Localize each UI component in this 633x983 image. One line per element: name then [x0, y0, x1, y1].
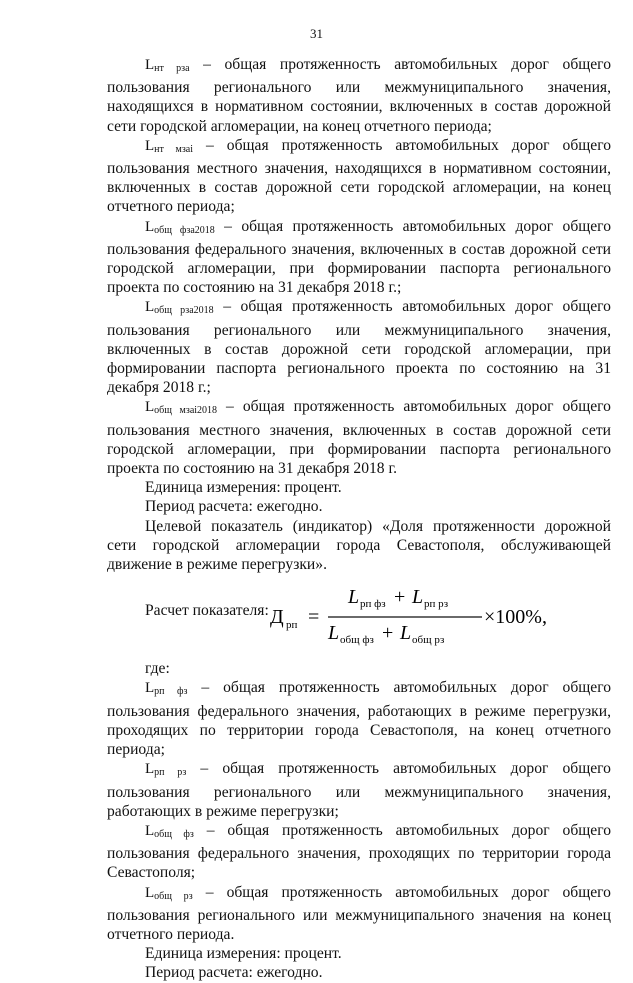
period-line: Период расчета: ежегодно. [145, 964, 323, 982]
formula-num-sub-1: рп фз [360, 598, 386, 611]
formula-den-var-2: L [400, 622, 412, 645]
formula-den-sub-1: общ фз [340, 634, 374, 647]
formula-num-plus: + [394, 586, 406, 609]
symbol: $L_{рп фз}$ [145, 680, 188, 698]
formula-label: Расчет показателя: [145, 602, 269, 620]
formula-den-sub-2: общ рз [412, 634, 445, 647]
unit-line: Единица измерения: процент. [145, 945, 342, 963]
indicator-paragraph: Целевой показатель (индикатор) «Доля протяженности дорожной сети городской агломерации города Севастополя, обслуживающей движение в режиме перегрузки». [107, 517, 611, 574]
formula-multiplier: ×100%, [484, 606, 547, 629]
formula-equation [270, 579, 610, 653]
unit-line: Единица измерения: процент. [145, 479, 342, 497]
definition-paragraph: $L_{нт мзаi}$ – общая протяженность автомобильных дорог общего пользования местного значения, находящихся в нормативном состоянии, включенных в состав дорожной сети городской агломерации, на конец отчетного периода; [107, 136, 611, 216]
formula-num-var-2: L [412, 586, 424, 609]
definitions-block-1 [107, 55, 611, 478]
formula-den-plus: + [382, 622, 394, 645]
definition-paragraph: $L_{рп фз}$ – общая протяженность автомобильных дорог общего пользования федерального значения, работающих в режиме перегрузки, проходящих по территории города Севастополя, на конец отчетного периода; [107, 679, 611, 759]
formula-num-var-1: L [348, 586, 360, 609]
definition-paragraph: $L_{нт рза}$ – общая протяженность автомобильных дорог общего пользования регионального или межмуниципального значения, находящихся в нормативном состоянии, включенных в состав дорожной сети городской агломерации, на конец отчетного периода; [107, 56, 611, 135]
symbol: $L_{общ рза2018}$ [145, 299, 214, 317]
formula-den-var-1: L [328, 622, 340, 645]
symbol: $L_{общ мзаi2018}$ [145, 399, 218, 417]
symbol: $L_{рп рз}$ [145, 761, 187, 779]
definition-paragraph: $L_{общ рз}$ – общая протяженность автомобильных дорог общего пользования регионального или межмуниципального значения на конец отчетного периода. [107, 883, 611, 943]
period-line: Период расчета: ежегодно. [145, 498, 323, 516]
document-body [107, 55, 611, 983]
symbol: $L_{нт мзаi}$ [145, 137, 193, 155]
symbol: $L_{общ фза2018}$ [145, 218, 215, 236]
definition-paragraph: $L_{общ фз}$ – общая протяженность автомобильных дорог общего пользования федерального значения, проходящих по территории города Севастополя; [107, 821, 611, 882]
formula-equals: = [308, 606, 320, 629]
definition-paragraph: $L_{общ мзаi2018}$ – общая протяженность автомобильных дорог общего пользования местного значения, включенных в состав дорожной сети городской агломерации, при формировании паспорта регионального проекта по состоянию на 31 декабря 2018 г. [107, 398, 611, 478]
definitions-block-2 [107, 678, 611, 944]
symbol: $L_{общ фз}$ [145, 822, 194, 840]
definition-paragraph: $L_{общ фза2018}$ – общая протяженность автомобильных дорог общего пользования федерального значения, включенных в состав дорожной сети городской агломерации, при формировании паспорта регионального проекта по состоянию на 31 декабря 2018 г.; [107, 217, 611, 297]
formula-num-sub-2: рп рз [424, 598, 449, 611]
definition-paragraph: $L_{общ рза2018}$ – общая протяженность автомобильных дорог общего пользования регионального или межмуниципального значения, включенных в состав дорожной сети городской агломерации, при формировании паспорта регионального проекта по состоянию на 31 декабря 2018 г.; [107, 298, 611, 397]
symbol: $L_{нт рза}$ [145, 57, 190, 74]
definition-paragraph: $L_{рп рз}$ – общая протяженность автомобильных дорог общего пользования регионального или межмуниципального значения, работающих в режиме перегрузки; [107, 760, 611, 820]
where-line: где: [145, 660, 170, 678]
formula-block [107, 579, 611, 653]
formula-lhs: Д [270, 606, 284, 629]
symbol: $L_{общ рз}$ [145, 884, 193, 902]
formula-lhs-sub: рп [286, 619, 298, 632]
page-number: 31 [310, 26, 323, 41]
